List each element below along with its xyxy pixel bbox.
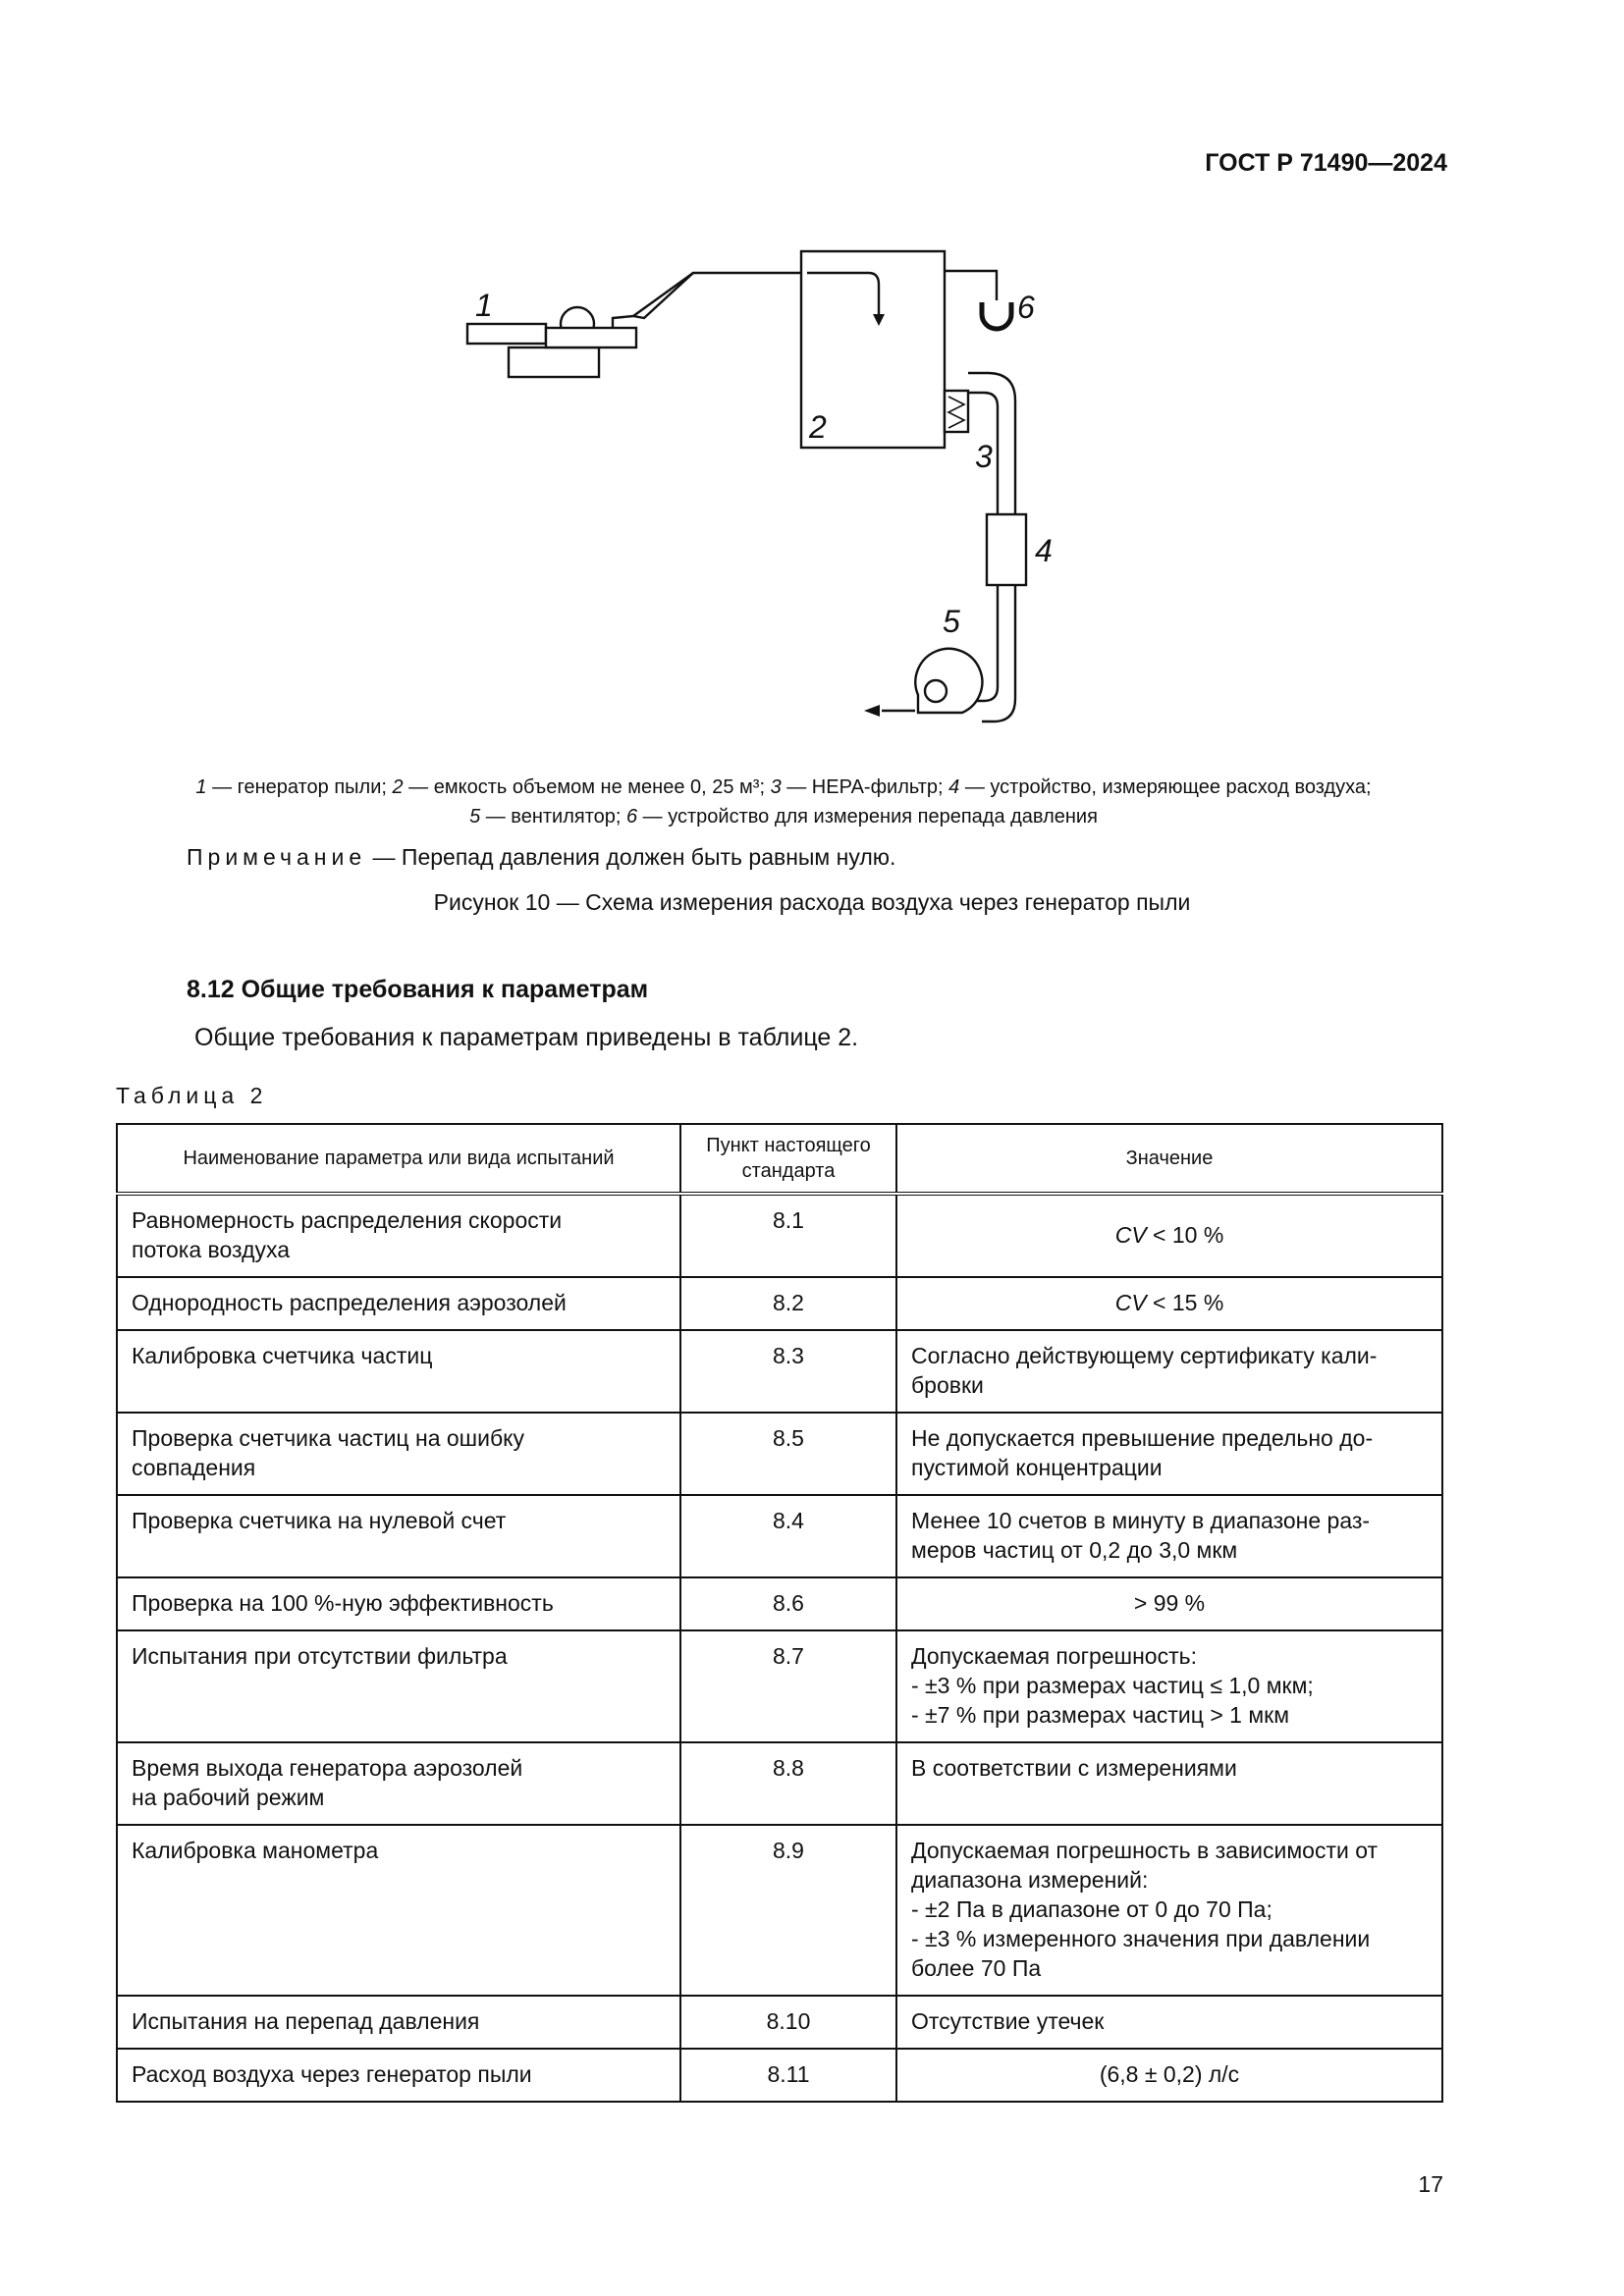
note-label: Примечание (187, 844, 367, 870)
cell-value: Допускаемая погрешность в зависимости от диапазона измерений: - ±2 Па в диапазоне от 0 до 70 Па; - ±3 % измеренного значения при давлении более 70 Па (896, 1825, 1442, 1996)
cell-value: (6,8 ± 0,2) л/с (896, 2049, 1442, 2102)
table-row (117, 2049, 1442, 2102)
figure-legend (116, 773, 1451, 831)
cell-value: Согласно действующему сертификату кали- бровки (896, 1330, 1442, 1413)
cell-parameter: Проверка счетчика частиц на ошибку совпадения (117, 1413, 680, 1495)
fan-housing (915, 649, 982, 713)
cell-value: CV < 15 % (896, 1277, 1442, 1330)
cell-value: Допускаемая погрешность: - ±3 % при размерах частиц ≤ 1,0 мкм; - ±7 % при размерах частиц > 1 мкм (896, 1630, 1442, 1742)
table-header-row (117, 1124, 1442, 1194)
cell-clause: 8.11 (680, 2049, 896, 2102)
header-clause: Пункт настоящего стандарта (680, 1124, 896, 1194)
figure-label-5: 5 (943, 604, 960, 639)
section-intro: Общие требования к параметрам приведены в таблице 2. (194, 1024, 859, 1051)
cell-parameter: Калибровка манометра (117, 1825, 680, 1996)
cell-parameter: Расход воздуха через генератор пыли (117, 2049, 680, 2102)
table-row (117, 1996, 1442, 2049)
cell-clause: 8.7 (680, 1630, 896, 1742)
cell-value: Не допускается превышение предельно до- пустимой концентрации (896, 1413, 1442, 1495)
table-row (117, 1330, 1442, 1413)
u-tube-manometer (982, 302, 1011, 329)
legend-line-1: 1 — генератор пыли; 2 — емкость объемом не менее 0, 25 м³; 3 — НЕРА-фильтр; 4 — устройство, измеряющее расход воздуха; (195, 776, 1372, 798)
page-number: 17 (1418, 2171, 1443, 2197)
legend-line-2: 5 — вентилятор; 6 — устройство для измерения перепада давления (469, 806, 1098, 828)
table-row (117, 1413, 1442, 1495)
generator-outlet (613, 273, 801, 328)
cell-value: Отсутствие утечек (896, 1996, 1442, 2049)
generator-plate (467, 324, 546, 344)
cell-clause: 8.4 (680, 1495, 896, 1577)
cell-clause: 8.2 (680, 1277, 896, 1330)
cell-parameter: Однородность распределения аэрозолей (117, 1277, 680, 1330)
flow-meter (987, 514, 1026, 585)
document-id: ГОСТ Р 71490—2024 (1205, 149, 1447, 177)
table-row (117, 1825, 1442, 1996)
cell-clause: 8.5 (680, 1413, 896, 1495)
cell-parameter: Время выхода генератора аэрозолей на рабочий режим (117, 1742, 680, 1825)
cell-clause: 8.1 (680, 1194, 896, 1277)
header-value: Значение (896, 1124, 1442, 1194)
cell-clause: 8.3 (680, 1330, 896, 1413)
cell-clause: 8.6 (680, 1577, 896, 1630)
note-text: — Перепад давления должен быть равным нулю. (366, 844, 896, 870)
cell-value: В соответствии с измерениями (896, 1742, 1442, 1825)
cell-clause: 8.10 (680, 1996, 896, 2049)
figure-label-3: 3 (975, 439, 993, 474)
measurement-scheme-diagram (432, 236, 1178, 736)
table-row (117, 1742, 1442, 1825)
generator-base (509, 347, 599, 377)
table-row (117, 1277, 1442, 1330)
generator-platform (546, 328, 636, 347)
cell-parameter: Равномерность распределения скорости потока воздуха (117, 1194, 680, 1277)
cell-parameter: Испытания при отсутствии фильтра (117, 1630, 680, 1742)
section-title: 8.12 Общие требования к параметрам (187, 976, 649, 1003)
cell-parameter: Калибровка счетчика частиц (117, 1330, 680, 1413)
table-row (117, 1630, 1442, 1742)
cell-parameter: Испытания на перепад давления (117, 1996, 680, 2049)
parameters-table (116, 1123, 1443, 2103)
cell-parameter: Проверка на 100 %-ную эффективность (117, 1577, 680, 1630)
figure-caption: Рисунок 10 — Схема измерения расхода воздуха через генератор пыли (433, 889, 1191, 915)
figure-label-4: 4 (1035, 533, 1053, 568)
table-row (117, 1194, 1442, 1277)
fan-rotor (925, 680, 947, 702)
cell-clause: 8.9 (680, 1825, 896, 1996)
cell-parameter: Проверка счетчика на нулевой счет (117, 1495, 680, 1577)
cell-value: CV < 10 % (896, 1194, 1442, 1277)
cell-clause: 8.8 (680, 1742, 896, 1825)
figure-label-6: 6 (1017, 290, 1035, 325)
cell-value: > 99 % (896, 1577, 1442, 1630)
figure-label-2: 2 (809, 409, 827, 445)
table-label: Таблица 2 (116, 1083, 268, 1108)
table-row (117, 1577, 1442, 1630)
header-parameter: Наименование параметра или вида испытаний (117, 1124, 680, 1194)
cell-value: Менее 10 счетов в минуту в диапазоне раз- меров частиц от 0,2 до 3,0 мкм (896, 1495, 1442, 1577)
figure-note (187, 844, 895, 871)
figure-label-1: 1 (475, 288, 493, 323)
table-row (117, 1495, 1442, 1577)
hepa-filter (945, 391, 968, 432)
